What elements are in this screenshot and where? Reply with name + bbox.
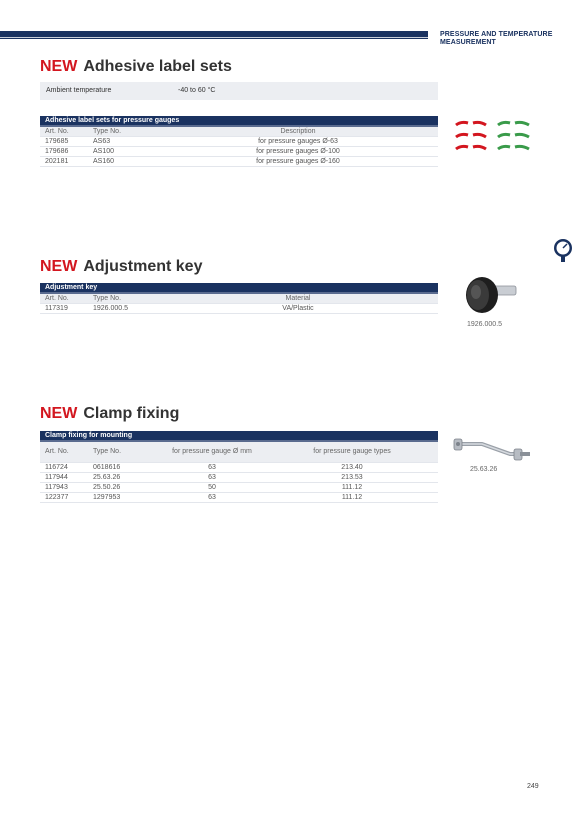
red-label-arcs [456, 122, 486, 149]
table-row [40, 147, 438, 157]
new-badge: NEW [40, 258, 78, 275]
clamp-fixing-table [40, 431, 438, 503]
column-header: Art. No. [40, 441, 88, 463]
column-header: Art. No. [40, 126, 88, 137]
cell-art-no: 202181 [40, 157, 88, 167]
section-title-key [40, 258, 202, 276]
adjustment-key-image [462, 272, 520, 318]
column-header: Description [158, 126, 438, 137]
cell-type-no: AS100 [88, 147, 158, 157]
header-rule [0, 37, 428, 38]
section-title-text: Clamp fixing [83, 405, 180, 422]
cell-type-no: 25.50.26 [88, 483, 158, 493]
new-badge: NEW [40, 58, 78, 75]
table-row [40, 483, 438, 493]
cell-gauge-diameter: 63 [158, 493, 266, 503]
column-header: for pressure gauge Ø mm [158, 441, 266, 463]
new-badge: NEW [40, 405, 78, 422]
column-header: Type No. [88, 441, 158, 463]
cell-type-no: 1297953 [88, 493, 158, 503]
table-row [40, 473, 438, 483]
table-caption: Adhesive label sets for pressure gauges [40, 116, 438, 126]
table-row [40, 493, 438, 503]
section-title-text: Adjustment key [83, 258, 203, 275]
pressure-gauge-icon [553, 238, 573, 264]
adjustment-key-caption: 1926.000.5 [467, 321, 503, 328]
cell-type-no: AS160 [88, 157, 158, 167]
cell-gauge-diameter: 50 [158, 483, 266, 493]
cell-gauge-types: 111.12 [266, 483, 438, 493]
ambient-label: Ambient temperature [46, 87, 112, 94]
cell-gauge-types: 213.53 [266, 473, 438, 483]
cell-art-no: 117943 [40, 483, 88, 493]
table-row [40, 304, 438, 314]
cell-description: for pressure gauges Ø-63 [158, 137, 438, 147]
cell-art-no: 179685 [40, 137, 88, 147]
table-caption: Adjustment key [40, 283, 438, 293]
column-header: Art. No. [40, 293, 88, 304]
cell-material: VA/Plastic [158, 304, 438, 314]
cell-art-no: 117944 [40, 473, 88, 483]
cell-art-no: 179686 [40, 147, 88, 157]
ambient-temperature-row [40, 82, 438, 100]
section-title-labels [40, 58, 232, 76]
table-row [40, 137, 438, 147]
ambient-value: -40 to 60 °C [178, 87, 216, 94]
page-number: 249 [527, 783, 539, 790]
cell-type-no: 25.63.26 [88, 473, 158, 483]
labels-table [40, 116, 438, 167]
cell-art-no: 122377 [40, 493, 88, 503]
table-header-row [40, 441, 438, 463]
column-header: Type No. [88, 126, 158, 137]
cell-art-no: 116724 [40, 463, 88, 473]
table-header-row [40, 293, 438, 304]
table-caption: Clamp fixing for mounting [40, 431, 438, 441]
column-header: Type No. [88, 293, 158, 304]
clamp-fixing-caption: 25.63.26 [470, 466, 498, 473]
table-row [40, 463, 438, 473]
label-sets-image [452, 118, 534, 154]
section-title-clamp [40, 405, 179, 423]
header-category: PRESSURE AND TEMPERATURE MEASUREMENT [440, 31, 553, 46]
cell-type-no: AS63 [88, 137, 158, 147]
cell-type-no: 1926.000.5 [88, 304, 158, 314]
adjustment-key-table [40, 283, 438, 314]
cell-gauge-types: 111.12 [266, 493, 438, 503]
clamp-fixing-image [452, 436, 532, 466]
cell-description: for pressure gauges Ø-100 [158, 147, 438, 157]
cell-description: for pressure gauges Ø-160 [158, 157, 438, 167]
cell-type-no: 0618616 [88, 463, 158, 473]
cell-gauge-types: 213.40 [266, 463, 438, 473]
green-label-arcs [498, 122, 529, 149]
cell-gauge-diameter: 63 [158, 463, 266, 473]
table-header-row [40, 126, 438, 137]
table-row [40, 157, 438, 167]
section-title-text: Adhesive label sets [83, 58, 232, 75]
column-header: for pressure gauge types [266, 441, 438, 463]
column-header: Material [158, 293, 438, 304]
cell-gauge-diameter: 63 [158, 473, 266, 483]
cell-art-no: 117319 [40, 304, 88, 314]
